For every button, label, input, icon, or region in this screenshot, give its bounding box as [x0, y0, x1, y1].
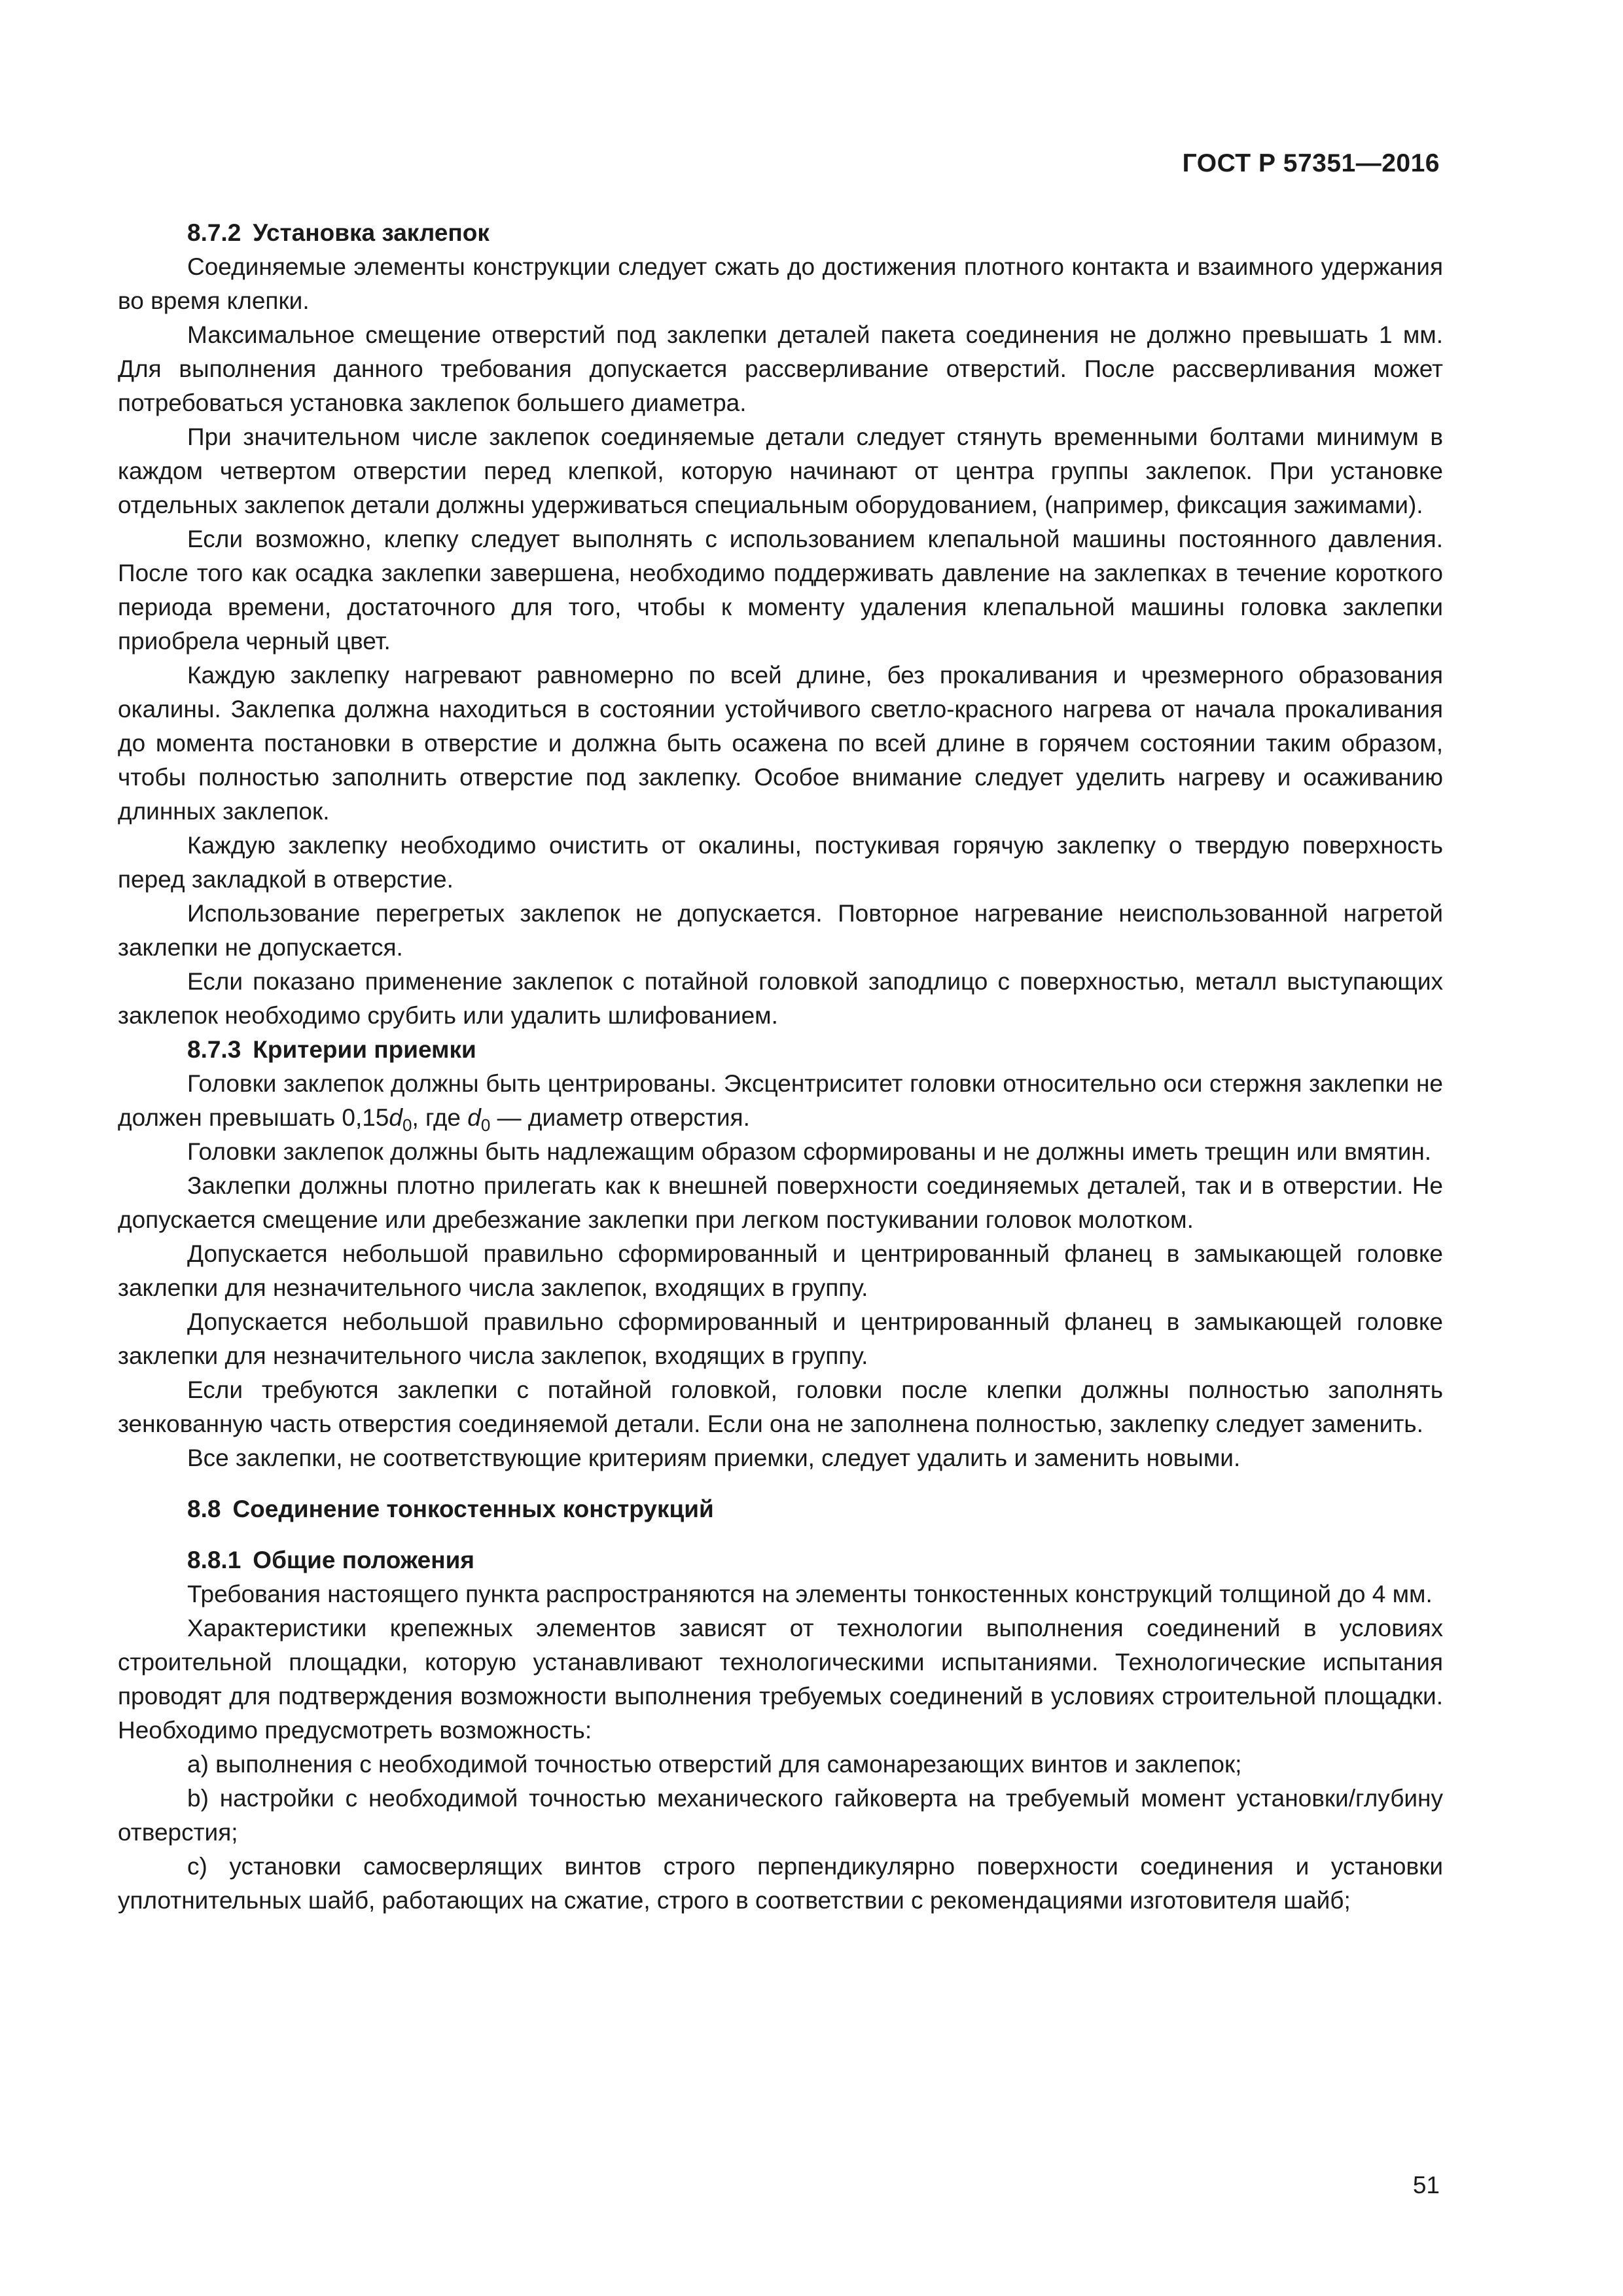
section-title: Соединение тонкостенных конструкций	[232, 1496, 714, 1522]
paragraph: Максимальное смещение отверстий под заклепки деталей пакета соединения не должно превышать 1 мм. Для выполнения данного требования допускается рассверливание отверстий. После рассверливания может потребоваться установка заклепок большего диаметра.	[118, 321, 1443, 416]
page-number: 51	[1412, 2172, 1440, 2198]
paragraph: Соединяемые элементы конструкции следует сжать до достижения плотного контакта и взаимного удержания во время клепки.	[118, 253, 1443, 314]
paragraph: Головки заклепок должны быть надлежащим образом сформированы и не должны иметь трещин или вмятин.	[187, 1138, 1432, 1165]
section-number: 8.7.3	[187, 1036, 241, 1063]
paragraph: При значительном числе заклепок соединяемые детали следует стянуть временными болтами минимум в каждом четвертом отверстии перед клепкой, которую начинают от центра группы заклепок. При установке отдельных заклепок детали должны удерживаться специальным оборудованием, (например, фиксация зажимами).	[118, 423, 1443, 518]
paragraph: Использование перегретых заклепок не допускается. Повторное нагревание неиспользованной нагретой заклепки не допускается.	[118, 900, 1443, 961]
paragraph-eccentricity	[118, 1067, 1443, 1135]
paragraph: Каждую заклепку нагревают равномерно по всей длине, без прокаливания и чрезмерного образования окалины. Заклепка должна находиться в состоянии устойчивого светло-красного нагрева от начала прокаливания до момента постановки в отверстие и должна быть осажена по всей длине в горячем состоянии таким образом, чтобы полностью заполнить отверстие под заклепку. Особое внимание следует уделить нагреву и осаживанию длинных заклепок.	[118, 662, 1443, 825]
paragraph: Все заклепки, не соответствующие критериям приемки, следует удалить и заменить новыми.	[187, 1444, 1241, 1471]
paragraph: Допускается небольшой правильно сформированный и центрированный фланец в замыкающей головке заклепки для незначительного числа заклепок, входящих в группу.	[118, 1240, 1443, 1301]
section-title: Общие положения	[253, 1547, 474, 1573]
section-title: Критерии приемки	[253, 1036, 476, 1063]
document-code: ГОСТ Р 57351—2016	[1182, 149, 1440, 177]
document-body	[118, 216, 1443, 1918]
symbol-d: d	[389, 1104, 402, 1131]
list-item-c: с) установки самосверлящих винтов строго перпендикулярно поверхности соединения и установки уплотнительных шайб, работающих на сжатие, строго в соответствии с рекомендациями изготовителя шайб;	[118, 1853, 1443, 1914]
subscript-zero: 0	[402, 1115, 412, 1135]
paragraph: Если требуются заклепки с потайной головкой, головки после клепки должны полностью заполнять зенкованную часть отверстия соединяемой детали. Если она не заполнена полностью, заклепку следует заменить.	[118, 1376, 1443, 1437]
symbol-d: d	[467, 1104, 481, 1131]
paragraph: Характеристики крепежных элементов зависят от технологии выполнения соединений в условиях строительной площадки, которую устанавливают технологическими испытаниями. Технологические испытания проводят для подтверждения возможности выполнения требуемых соединений в условиях строительной площадки. Необходимо предусмотреть возможность:	[118, 1615, 1443, 1744]
text-run: — диаметр отверстия.	[490, 1104, 750, 1131]
paragraph: Допускается небольшой правильно сформированный и центрированный фланец в замыкающей головке заклепки для незначительного числа заклепок, входящих в группу.	[118, 1308, 1443, 1369]
section-number: 8.8.1	[187, 1547, 241, 1573]
subscript-zero: 0	[480, 1115, 491, 1135]
section-title: Установка заклепок	[253, 219, 490, 246]
text-run: , где	[412, 1104, 468, 1131]
section-heading-8-7-2	[118, 216, 1443, 250]
paragraph: Если показано применение заклепок с потайной головкой заподлицо с поверхностью, металл выступающих заклепок необходимо срубить или удалить шлифованием.	[118, 968, 1443, 1029]
section-heading-8-7-3	[118, 1033, 1443, 1067]
paragraph: Заклепки должны плотно прилегать как к внешней поверхности соединяемых деталей, так и в отверстии. Не допускается смещение или дребезжание заклепки при легком постукивании головок молотком.	[118, 1172, 1443, 1233]
text-run: Головки заклепок должны быть центрированы. Эксцентриситет головки относительно оси стержня заклепки не должен превышать 0,15	[118, 1070, 1443, 1131]
list-item-b: b) настройки с необходимой точностью механического гайковерта на требуемый момент установки/глубину отверстия;	[118, 1785, 1443, 1846]
paragraph: Каждую заклепку необходимо очистить от окалины, постукивая горячую заклепку о твердую поверхность перед закладкой в отверстие.	[118, 832, 1443, 893]
list-item-a: а) выполнения с необходимой точностью отверстий для самонарезающих винтов и заклепок;	[187, 1751, 1242, 1778]
section-heading-8-8-1	[118, 1543, 1443, 1577]
section-heading-8-8	[118, 1492, 1443, 1526]
section-number: 8.8	[187, 1496, 221, 1522]
paragraph: Требования настоящего пункта распространяются на элементы тонкостенных конструкций толщиной до 4 мм.	[187, 1581, 1433, 1607]
paragraph: Если возможно, клепку следует выполнять с использованием клепальной машины постоянного давления. После того как осадка заклепки завершена, необходимо поддерживать давление на заклепках в течение короткого периода времени, достаточного для того, чтобы к моменту удаления клепальной машины головка заклепки приобрела черный цвет.	[118, 526, 1443, 655]
section-number: 8.7.2	[187, 219, 241, 246]
